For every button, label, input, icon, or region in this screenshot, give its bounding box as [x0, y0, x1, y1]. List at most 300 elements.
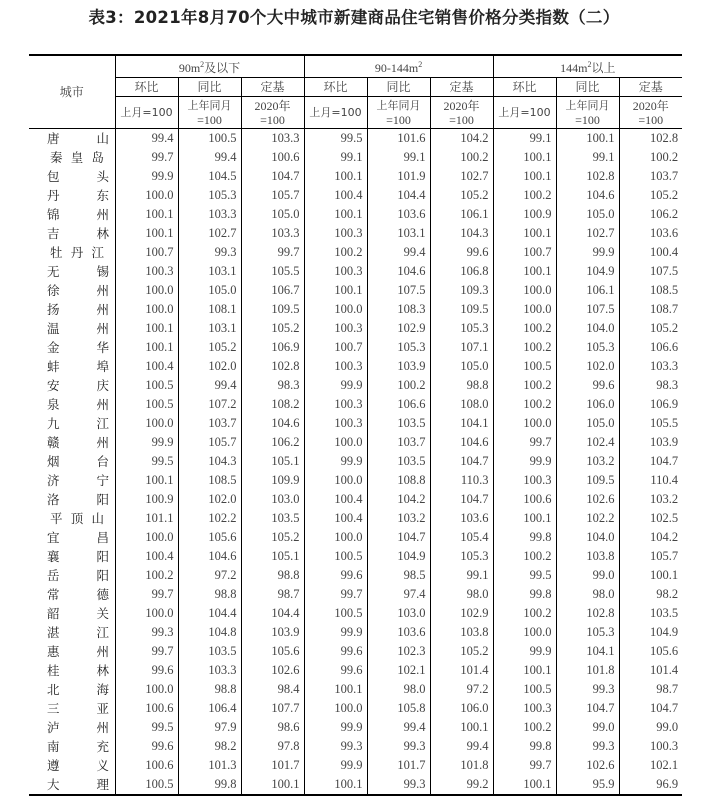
value-cell: 99.7 [115, 148, 178, 167]
city-name-char: 州 [96, 283, 109, 298]
value-cell: 105.0 [241, 205, 304, 224]
city-name [47, 357, 109, 376]
base-header-yoy [556, 97, 619, 129]
value-cell: 108.7 [619, 300, 682, 319]
city-name [47, 414, 109, 433]
table-row [29, 699, 682, 718]
value-cell: 100.0 [115, 680, 178, 699]
value-cell: 100.0 [493, 300, 556, 319]
value-cell: 104.2 [430, 129, 493, 149]
value-cell: 100.6 [115, 756, 178, 775]
city-name [47, 167, 109, 186]
city-name-char: 埠 [96, 359, 109, 374]
city-name-char: 温 [47, 321, 60, 336]
city-name [47, 338, 109, 357]
value-cell: 103.8 [556, 547, 619, 566]
value-cell: 100.0 [304, 300, 367, 319]
city-cell [29, 205, 115, 224]
city-name-char: 南 [47, 739, 60, 754]
city-cell [29, 528, 115, 547]
value-cell: 99.3 [367, 737, 430, 756]
city-name-char: 亚 [96, 701, 109, 716]
value-cell: 99.4 [178, 148, 241, 167]
value-cell: 97.2 [178, 566, 241, 585]
city-cell [29, 300, 115, 319]
city-name-char: 义 [96, 758, 109, 773]
value-cell: 100.0 [115, 414, 178, 433]
value-cell: 106.8 [430, 262, 493, 281]
city-name-char: 顶 [70, 511, 84, 526]
value-cell: 99.6 [115, 661, 178, 680]
city-name-char: 理 [96, 777, 109, 792]
city-name-char: 充 [96, 739, 109, 754]
city-name-char: 遵 [47, 758, 60, 773]
base-header-line1: 上年同月 [565, 98, 610, 112]
base-header-line1: 上月=100 [120, 105, 173, 119]
value-cell: 103.2 [619, 490, 682, 509]
value-cell: 109.5 [430, 300, 493, 319]
value-cell: 100.5 [115, 376, 178, 395]
city-name-char: 州 [96, 397, 109, 412]
value-cell: 106.1 [556, 281, 619, 300]
value-cell: 103.3 [619, 357, 682, 376]
value-cell: 100.9 [493, 205, 556, 224]
value-cell: 105.5 [241, 262, 304, 281]
value-cell: 108.5 [619, 281, 682, 300]
value-cell: 109.3 [430, 281, 493, 300]
value-cell: 104.8 [178, 623, 241, 642]
city-name-char: 阳 [96, 492, 109, 507]
sub-header-mom: 环比 [493, 78, 556, 97]
city-cell [29, 471, 115, 490]
value-cell: 99.1 [493, 129, 556, 149]
city-cell [29, 623, 115, 642]
city-name [47, 281, 109, 300]
city-cell [29, 433, 115, 452]
value-cell: 107.5 [556, 300, 619, 319]
value-cell: 100.4 [115, 357, 178, 376]
city-name-char: 州 [96, 644, 109, 659]
value-cell: 100.2 [493, 338, 556, 357]
value-cell: 104.7 [367, 528, 430, 547]
value-cell: 99.8 [493, 528, 556, 547]
city-name-char: 岛 [91, 150, 104, 165]
value-cell: 102.7 [178, 224, 241, 243]
value-cell: 102.0 [178, 357, 241, 376]
value-cell: 103.6 [367, 205, 430, 224]
value-cell: 99.8 [178, 775, 241, 795]
value-cell: 100.3 [304, 414, 367, 433]
city-cell [29, 737, 115, 756]
city-name [47, 566, 109, 585]
value-cell: 99.6 [556, 376, 619, 395]
city-name [47, 376, 109, 395]
group-header-under-90: $90m^2$及以下 [115, 55, 304, 78]
value-cell: 100.2 [430, 148, 493, 167]
value-cell: 100.5 [493, 357, 556, 376]
value-cell: 104.2 [619, 528, 682, 547]
value-cell: 103.2 [367, 509, 430, 528]
value-cell: 105.3 [178, 186, 241, 205]
table-row [29, 300, 682, 319]
value-cell: 100.2 [493, 718, 556, 737]
city-name-char: 关 [96, 606, 109, 621]
value-cell: 103.5 [367, 414, 430, 433]
value-cell: 105.2 [178, 338, 241, 357]
value-cell: 101.8 [556, 661, 619, 680]
sub-header-yoy: 同比 [367, 78, 430, 97]
city-cell [29, 756, 115, 775]
city-name [47, 129, 109, 148]
value-cell: 103.9 [241, 623, 304, 642]
base-header-fixed-base [619, 97, 682, 129]
value-cell: 104.7 [430, 452, 493, 471]
value-cell: 100.3 [304, 224, 367, 243]
value-cell: 98.7 [241, 585, 304, 604]
value-cell: 102.9 [367, 319, 430, 338]
value-cell: 107.5 [619, 262, 682, 281]
value-cell: 102.3 [367, 642, 430, 661]
value-cell: 100.4 [304, 509, 367, 528]
value-cell: 102.8 [619, 129, 682, 149]
city-name-char: 济 [47, 473, 60, 488]
value-cell: 103.7 [178, 414, 241, 433]
city-cell [29, 490, 115, 509]
value-cell: 99.9 [115, 167, 178, 186]
city-name-char: 德 [96, 587, 109, 602]
value-cell: 103.6 [619, 224, 682, 243]
value-cell: 103.7 [619, 167, 682, 186]
value-cell: 99.3 [556, 680, 619, 699]
value-cell: 103.5 [241, 509, 304, 528]
value-cell: 97.4 [367, 585, 430, 604]
value-cell: 100.1 [304, 167, 367, 186]
value-cell: 104.6 [430, 433, 493, 452]
table-row [29, 186, 682, 205]
table-row [29, 604, 682, 623]
city-name-char: 洛 [47, 492, 60, 507]
base-header-line2: =100 [575, 112, 600, 127]
value-cell: 95.9 [556, 775, 619, 795]
value-cell: 100.1 [115, 338, 178, 357]
value-cell: 100.4 [619, 243, 682, 262]
value-cell: 101.9 [367, 167, 430, 186]
value-cell: 105.3 [556, 623, 619, 642]
value-cell: 106.0 [430, 699, 493, 718]
value-cell: 106.9 [241, 338, 304, 357]
value-cell: 104.6 [178, 547, 241, 566]
value-cell: 100.2 [493, 604, 556, 623]
city-name [47, 737, 109, 756]
value-cell: 99.3 [115, 623, 178, 642]
table-row [29, 642, 682, 661]
value-cell: 105.2 [241, 528, 304, 547]
city-name [47, 205, 109, 224]
value-cell: 102.2 [556, 509, 619, 528]
sub-header-fixed-base: 定基 [430, 78, 493, 97]
value-cell: 99.9 [304, 718, 367, 737]
value-cell: 105.3 [430, 319, 493, 338]
value-cell: 100.2 [367, 376, 430, 395]
city-cell [29, 167, 115, 186]
value-cell: 100.0 [304, 433, 367, 452]
value-cell: 99.7 [115, 585, 178, 604]
value-cell: 99.4 [367, 243, 430, 262]
table-row [29, 623, 682, 642]
table-row [29, 433, 682, 452]
value-cell: 99.7 [304, 585, 367, 604]
value-cell: 106.9 [619, 395, 682, 414]
value-cell: 100.0 [493, 281, 556, 300]
city-name-char: 泉 [47, 397, 60, 412]
value-cell: 100.1 [115, 205, 178, 224]
value-cell: 105.2 [430, 642, 493, 661]
value-cell: 100.1 [304, 281, 367, 300]
city-cell [29, 547, 115, 566]
value-cell: 98.0 [430, 585, 493, 604]
city-cell [29, 243, 115, 262]
value-cell: 99.5 [493, 566, 556, 585]
city-name-char: 蚌 [47, 359, 60, 374]
city-name-char: 泸 [47, 720, 60, 735]
value-cell: 107.7 [241, 699, 304, 718]
value-cell: 106.6 [367, 395, 430, 414]
value-cell: 97.2 [430, 680, 493, 699]
table-row [29, 338, 682, 357]
table-row [29, 167, 682, 186]
value-cell: 106.1 [430, 205, 493, 224]
city-cell [29, 680, 115, 699]
city-name-char: 金 [47, 340, 60, 355]
value-cell: 100.2 [115, 566, 178, 585]
value-cell: 109.5 [556, 471, 619, 490]
value-cell: 105.0 [430, 357, 493, 376]
city-name-char: 牡 [50, 245, 63, 260]
value-cell: 99.9 [304, 452, 367, 471]
city-name-char: 江 [91, 245, 104, 260]
value-cell: 98.7 [619, 680, 682, 699]
value-cell: 96.9 [619, 775, 682, 795]
city-cell [29, 148, 115, 167]
value-cell: 104.1 [430, 414, 493, 433]
value-cell: 100.1 [619, 566, 682, 585]
city-cell [29, 661, 115, 680]
value-cell: 99.9 [304, 623, 367, 642]
value-cell: 100.0 [115, 281, 178, 300]
city-cell [29, 186, 115, 205]
value-cell: 100.7 [493, 243, 556, 262]
value-cell: 100.7 [115, 243, 178, 262]
value-cell: 99.1 [304, 148, 367, 167]
city-name [47, 262, 109, 281]
value-cell: 101.3 [178, 756, 241, 775]
value-cell: 105.2 [619, 319, 682, 338]
city-name-char: 丹 [70, 245, 84, 260]
city-name-char: 州 [96, 207, 109, 222]
value-cell: 110.4 [619, 471, 682, 490]
value-cell: 108.0 [430, 395, 493, 414]
group-header-90-144: $90-144m^2$ [304, 55, 493, 78]
value-cell: 100.3 [304, 319, 367, 338]
value-cell: 100.5 [178, 129, 241, 149]
city-name-char: 丹 [47, 188, 60, 203]
value-cell: 100.0 [304, 699, 367, 718]
base-header-line2: =100 [386, 112, 411, 127]
value-cell: 104.0 [556, 319, 619, 338]
value-cell: 102.2 [178, 509, 241, 528]
value-cell: 98.3 [241, 376, 304, 395]
value-cell: 99.4 [367, 718, 430, 737]
city-name-char: 包 [47, 169, 60, 184]
value-cell: 105.0 [178, 281, 241, 300]
table-row [29, 376, 682, 395]
city-name-char: 锦 [47, 207, 60, 222]
city-name [47, 528, 109, 547]
city-name-char: 平 [50, 511, 63, 526]
city-cell [29, 281, 115, 300]
value-cell: 105.3 [367, 338, 430, 357]
value-cell: 98.0 [367, 680, 430, 699]
value-cell: 100.1 [115, 224, 178, 243]
value-cell: 99.9 [493, 642, 556, 661]
value-cell: 103.6 [367, 623, 430, 642]
value-cell: 100.4 [304, 490, 367, 509]
value-cell: 107.1 [430, 338, 493, 357]
city-cell [29, 262, 115, 281]
city-column-header: 城市 [29, 55, 115, 129]
base-header-line1: 2020年 [254, 98, 291, 113]
value-cell: 105.5 [619, 414, 682, 433]
table-row [29, 148, 682, 167]
city-name-char: 北 [47, 682, 60, 697]
city-name-char: 庆 [96, 378, 109, 393]
table-row [29, 547, 682, 566]
table-row [29, 775, 682, 795]
value-cell: 99.7 [115, 642, 178, 661]
sub-header-fixed-base: 定基 [619, 78, 682, 97]
table-row [29, 585, 682, 604]
value-cell: 99.9 [115, 433, 178, 452]
value-cell: 100.1 [115, 471, 178, 490]
value-cell: 100.1 [430, 718, 493, 737]
value-cell: 104.7 [619, 699, 682, 718]
city-name [47, 471, 109, 490]
value-cell: 100.3 [304, 357, 367, 376]
value-cell: 98.0 [556, 585, 619, 604]
city-cell [29, 224, 115, 243]
value-cell: 99.0 [556, 566, 619, 585]
value-cell: 104.6 [367, 262, 430, 281]
city-cell [29, 566, 115, 585]
table-row [29, 281, 682, 300]
value-cell: 100.2 [619, 148, 682, 167]
table-body [29, 129, 682, 796]
value-cell: 100.3 [115, 262, 178, 281]
city-name-char: 扬 [47, 302, 60, 317]
city-name [47, 490, 109, 509]
value-cell: 100.1 [304, 680, 367, 699]
base-header-line2: =100 [260, 112, 285, 127]
group-header-over-144: $144m^2$以上 [493, 55, 682, 78]
value-cell: 110.3 [430, 471, 493, 490]
value-cell: 108.8 [367, 471, 430, 490]
value-cell: 105.2 [241, 319, 304, 338]
value-cell: 99.7 [241, 243, 304, 262]
table-row [29, 243, 682, 262]
table-row [29, 680, 682, 699]
value-cell: 100.1 [493, 262, 556, 281]
city-name-char: 江 [96, 625, 109, 640]
city-cell [29, 509, 115, 528]
value-cell: 101.7 [367, 756, 430, 775]
value-cell: 99.9 [556, 243, 619, 262]
value-cell: 101.6 [367, 129, 430, 149]
city-name-char: 山 [91, 511, 104, 526]
base-header-mom [115, 97, 178, 129]
table-row [29, 129, 682, 149]
value-cell: 99.9 [304, 756, 367, 775]
value-cell: 105.4 [430, 528, 493, 547]
city-cell [29, 129, 115, 149]
city-cell [29, 395, 115, 414]
city-name-char: 徐 [47, 283, 60, 298]
value-cell: 99.6 [430, 243, 493, 262]
value-cell: 103.1 [178, 262, 241, 281]
value-cell: 101.8 [430, 756, 493, 775]
value-cell: 99.8 [493, 585, 556, 604]
city-name-char: 秦 [50, 150, 63, 165]
value-cell: 100.5 [304, 604, 367, 623]
value-cell: 104.4 [367, 186, 430, 205]
value-cell: 108.2 [241, 395, 304, 414]
value-cell: 102.5 [619, 509, 682, 528]
value-cell: 99.1 [556, 148, 619, 167]
city-name-char: 山 [96, 131, 109, 146]
value-cell: 98.8 [241, 566, 304, 585]
city-name [47, 224, 109, 243]
city-name [50, 509, 104, 528]
value-cell: 99.7 [493, 756, 556, 775]
city-cell [29, 718, 115, 737]
value-cell: 103.9 [367, 357, 430, 376]
city-cell [29, 338, 115, 357]
value-cell: 100.1 [304, 775, 367, 795]
value-cell: 102.6 [556, 756, 619, 775]
value-cell: 109.5 [241, 300, 304, 319]
value-cell: 100.0 [304, 471, 367, 490]
value-cell: 104.9 [556, 262, 619, 281]
city-name [47, 395, 109, 414]
value-cell: 102.7 [556, 224, 619, 243]
value-cell: 103.5 [619, 604, 682, 623]
value-cell: 104.9 [367, 547, 430, 566]
city-name-char: 烟 [47, 454, 60, 469]
value-cell: 103.0 [367, 604, 430, 623]
base-header-line1: 2020年 [443, 98, 480, 113]
value-cell: 98.8 [178, 585, 241, 604]
value-cell: 102.8 [241, 357, 304, 376]
value-cell: 100.2 [493, 186, 556, 205]
value-cell: 99.5 [115, 718, 178, 737]
city-name [50, 243, 104, 262]
value-cell: 106.0 [556, 395, 619, 414]
value-cell: 100.3 [493, 471, 556, 490]
table-row [29, 395, 682, 414]
base-header-line1: 上年同月 [376, 98, 421, 112]
base-header-mom [304, 97, 367, 129]
value-cell: 104.4 [178, 604, 241, 623]
value-cell: 101.4 [619, 661, 682, 680]
